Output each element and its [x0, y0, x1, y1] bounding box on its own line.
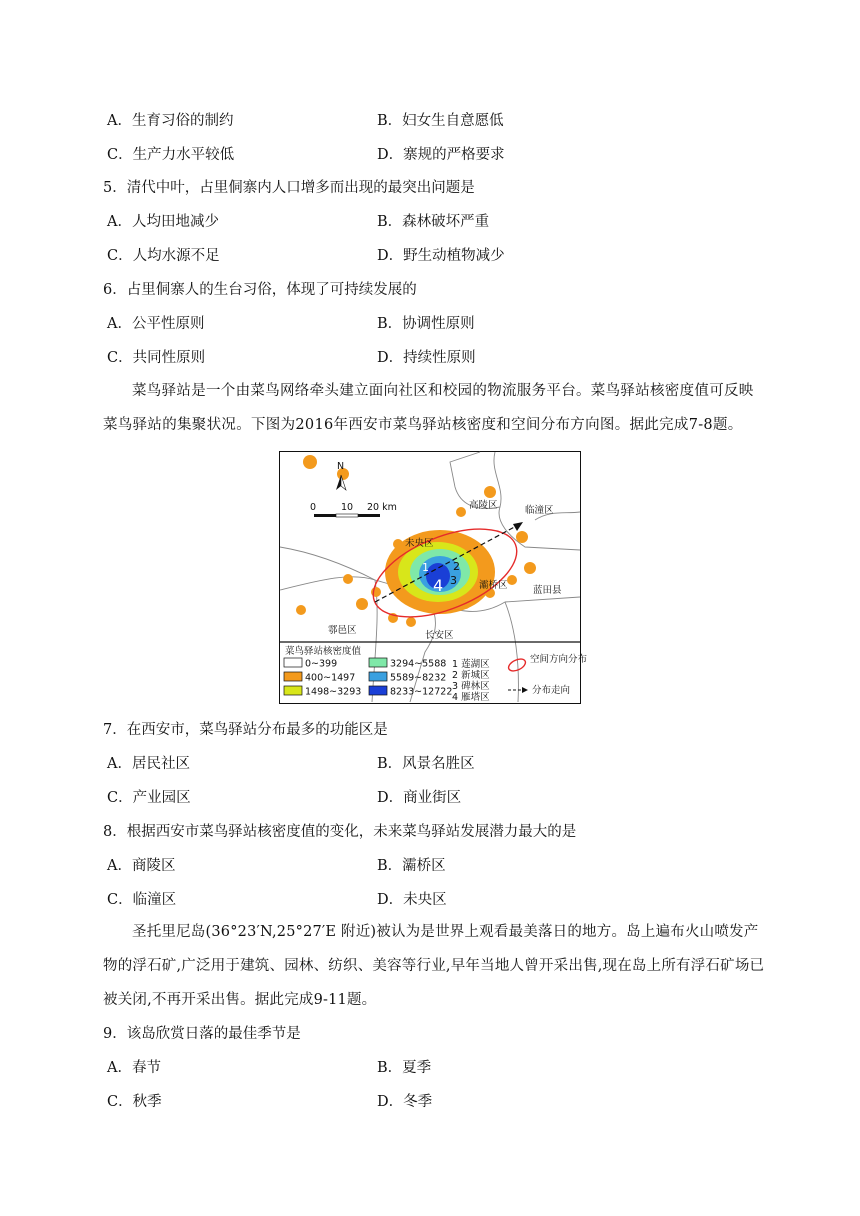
q7-option-a: A．居民社区: [107, 756, 190, 772]
district-number-2: 2: [453, 560, 460, 573]
legend-arrow-label: 分布走向: [532, 685, 571, 696]
legend-ellipse-label: 空间方向分布: [530, 654, 588, 665]
q8-stem: 8．根据西安市菜鸟驿站核密度值的变化，未来菜鸟驿站发展潜力最大的是: [103, 824, 577, 840]
label-weiyang: 未央区: [405, 538, 434, 549]
q9-option-a: A．春节: [107, 1060, 161, 1076]
q9-option-d: D．冬季: [377, 1094, 433, 1110]
district-number-1: 1: [422, 561, 429, 574]
map-canvas: [280, 452, 588, 703]
legend-swatch: [284, 658, 302, 667]
legend-label: 3294~5588: [390, 658, 447, 670]
q8-option-c: C．临潼区: [107, 892, 177, 908]
q6-option-a: A．公平性原则: [107, 316, 205, 332]
label-changan: 长安区: [425, 630, 454, 641]
q6-option-c: C．共同性原则: [107, 350, 206, 366]
legend-label: 1498~3293: [305, 686, 362, 698]
area-key-3: 3 碑林区: [452, 681, 490, 692]
q7-option-d: D．商业街区: [377, 790, 462, 806]
legend-label: 5589~8232: [390, 672, 447, 684]
q6-option-b: B．协调性原则: [377, 316, 475, 332]
passage-cainiao: 菜鸟驿站是一个由菜鸟网络牵头建立面向社区和校园的物流服务平台。菜鸟驿站核密度值可反映菜鸟驿站的集聚状况。下图为2016年西安市菜鸟驿站核密度和空间分布方向图。据此完成7-8题。: [103, 383, 754, 433]
label-lantian: 蓝田县: [533, 585, 562, 596]
q4-option-a: A．生育习俗的制约: [107, 113, 234, 129]
q8-option-a: A．商陵区: [107, 858, 176, 874]
area-key-4: 4 雁塔区: [452, 692, 490, 703]
label-baqiao: 灞桥区: [479, 580, 508, 591]
legend-items: [284, 658, 452, 698]
label-lintong: 临潼区: [525, 505, 554, 516]
north-label: N: [337, 461, 345, 472]
q7-stem: 7．在西安市，菜鸟驿站分布最多的功能区是: [103, 722, 388, 738]
legend-label: 8233~12722: [390, 686, 453, 698]
q9-option-c: C．秋季: [107, 1094, 162, 1110]
district-number-3: 3: [450, 574, 457, 587]
q6-option-d: D．持续性原则: [377, 350, 476, 366]
legend-swatch: [284, 672, 302, 681]
q4-option-c: C．生产力水平较低: [107, 147, 235, 163]
legend-ellipse-symbol: [507, 657, 528, 674]
q9-stem: 9．该岛欣赏日落的最佳季节是: [103, 1026, 301, 1042]
q4-option-d: D．寨规的严格要求: [377, 147, 505, 163]
arrow-head: [513, 522, 523, 531]
q6-stem: 6．占里侗寨人的生台习俗，体现了可持续发展的: [103, 282, 417, 298]
label-huyi: 鄠邑区: [328, 625, 357, 636]
scale-mid: 10: [341, 502, 354, 513]
q5-option-a: A．人均田地减少: [107, 214, 219, 230]
legend-swatch: [369, 672, 387, 681]
label-gaoling: 高陵区: [469, 500, 498, 511]
scale-end: 20 km: [367, 502, 397, 513]
passage-santorini: 圣托里尼岛(36°23′N,25°27′E 附近)被认为是世界上观看最美落日的地方。岛上遍布火山喷发产物的浮石矿,广泛用于建筑、园林、纺织、美容等行业,早年当地人曾开采出售,现在岛上所有浮石矿场已被关闭,不再开采出售。据此完成9-11题。: [103, 924, 765, 1008]
q8-option-d: D．未央区: [377, 892, 447, 908]
q5-stem: 5．清代中叶，占里侗寨内人口增多而出现的最突出问题是: [103, 180, 475, 196]
legend-swatch: [369, 658, 387, 667]
q8-option-b: B．灞桥区: [377, 858, 446, 874]
legend-swatch: [369, 686, 387, 695]
q4-option-b: B．妇女生自意愿低: [377, 113, 504, 129]
q7-option-c: C．产业园区: [107, 790, 191, 806]
q7-option-b: B．风景名胜区: [377, 756, 475, 772]
scale-zero: 0: [310, 502, 317, 513]
q5-option-c: C．人均水源不足: [107, 248, 220, 264]
q9-option-b: B．夏季: [377, 1060, 432, 1076]
q5-option-b: B．森林破坏严重: [377, 214, 490, 230]
area-key-2: 2 新城区: [452, 670, 490, 681]
district-number-4: 4: [433, 576, 444, 595]
legend-label: 400~1497: [305, 672, 356, 684]
cainiao-density-map: [279, 451, 588, 704]
legend-label: 0~399: [305, 658, 338, 670]
scale-bar: [314, 514, 380, 517]
legend-arrow-head: [522, 687, 528, 693]
legend-swatch: [284, 686, 302, 695]
q5-option-d: D．野生动植物减少: [377, 248, 505, 264]
area-key-1: 1 莲湖区: [452, 659, 490, 670]
legend-title: 菜鸟驿站核密度值: [285, 646, 362, 657]
